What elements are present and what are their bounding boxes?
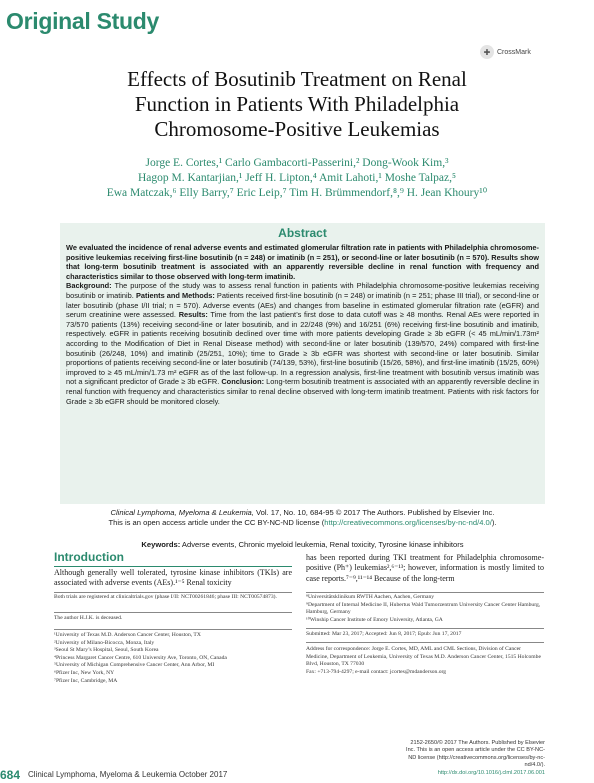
correspondence [306,646,544,676]
correspondence-address: Address for correspondence: Jorge E. Cortes, MD, AML and CML Sections, Division of Cancer Medicine, Department of Leukemia, University of Texas M.D. Anderson Cancer Center, 1515 Holcombe Blvd, Houston, TX 77030 [306,646,541,668]
license-prefix: This is an open access article under the CC BY-NC-ND license ( [108,518,325,527]
background-text: The purpose of the study was to assess renal function in patients with Philadelphia chromosome-positive leukemias receiving bosutinib or imatinib. [66,281,539,300]
page-number: 684 [0,768,21,782]
affiliation: ³Seoul St Mary’s Hospital, Seoul, South Korea [54,647,159,654]
keywords-label: Keywords: [141,540,181,549]
author-line: Ewa Matczak,⁶ Elly Barry,⁷ Eric Leip,⁷ Tim H. Brümmendorf,⁸,⁹ H. Jean Khoury¹⁰ [106,187,488,199]
citation-line [60,508,545,528]
title-line: Function in Patients With Philadelphia [134,92,460,116]
footnote-divider [306,628,544,629]
intro-heading: Introduction [54,550,124,564]
affiliations-right [306,594,544,624]
keywords [60,540,545,549]
running-footer: Clinical Lymphoma, Myeloma & Leukemia October 2017 [28,770,228,779]
affiliation: ²University of Milano-Bicocca, Monza, Italy [54,639,155,646]
doi-link[interactable]: http://dx.doi.org/10.1016/j.clml.2017.06.001 [437,769,545,776]
affiliations-left [54,632,292,685]
submission-dates: Submitted: Mar 23, 2017; Accepted: Jun 8, 2017; Epub: Jun 17, 2017 [306,631,462,637]
author-list [20,156,574,201]
conclusion-label: Conclusion: [221,377,265,387]
citation-details: Vol. 17, No. 10, 684-95 © 2017 The Authors. Published by Elsevier Inc. [253,508,495,517]
affiliation: ⁷Pfizer Inc, Cambridge, MA [54,677,118,684]
crossmark-badge[interactable] [480,42,542,62]
footnote-divider [54,629,292,630]
affiliation: ⁸Universitätsklinikum RWTH Aachen, Aachen, Germany [306,594,435,600]
footnote-divider [306,592,544,593]
crossmark-label: CrossMark [497,48,531,56]
abstract-heading: Abstract [278,226,327,240]
author-line: Jorge E. Cortes,¹ Carlo Gambacorti-Passerini,² Dong-Wook Kim,³ [145,157,449,169]
title-line: Effects of Bosutinib Treatment on Renal [127,67,467,91]
trial-registration: Both trials are registered at clinicaltrials.gov (phase I/II: NCT00261846; phase III: NCT00574873). [54,594,277,600]
affiliation: ⁵University of Michigan Comprehensive Cancer Center, Ann Arbor, MI [54,662,215,669]
methods-label: Patients and Methods: [135,290,215,300]
author-line: Hagop M. Kantarjian,¹ Jeff H. Lipton,⁴ Amit Lahoti,¹ Moshe Talpaz,⁵ [137,172,457,184]
affiliation: ¹⁰Winship Cancer Institute of Emory University, Atlanta, GA [306,616,443,623]
license-suffix: ). [491,518,497,527]
keywords-text: Adverse events, Chronic myeloid leukemia, Renal toxicity, Tyrosine kinase inhibitors [180,540,464,549]
copyright-text: 2152-2650/© 2017 The Authors. Published by Elsevier Inc. This is an open access article under the CC BY-NC-ND license (http://creativecommons.org/licenses/by-nc-nd/4.0/). [406,740,545,769]
title-line: Chromosome-Positive Leukemias [154,117,440,141]
intro-rule [54,566,292,567]
article-title [40,67,554,142]
abstract-body [66,243,539,406]
footnote-divider [54,612,292,613]
conclusion-text: Long-term bosutinib treatment is associated with an apparently reversible decline in renal function with frequency and characteristics similar to renal decline observed with long-term imatinib treatment. Patients with risk factors for Grade ≥ 3b eGFR should be monitored closely. [66,377,539,406]
correspondence-contact: Fax: +713-794-4297; e-mail contact: jcortes@mdanderson.org [306,668,447,675]
abstract-structured [66,281,539,406]
footnote-divider [54,592,292,593]
copyright-notice [405,740,545,777]
results-text: Time from the last patient’s first dose to data cutoff was ≥ 48 months. Renal AEs were reported in 73/570 patients (13%) receiving second-line or later bosutinib, and in 22/248 (9%) and 16/251 (6%) receiving first-line bosutinib and imatinib, respectively. eGFR in patients receiving bosutinib declined over time with more patients developing Grade ≥ 3b eGFR (< 45 mL/min/1.73m² according to the Modification of Diet in Renal Disease method) with second-line or later bosutinib (139/570, 24%) compared with first-line bosutinib (26/248, 10%) and imatinib (25/251, 10%); time to Grade ≥ 3b eGFR was shortest with second-line or later bosutinib. Similar proportions of patients receiving second-line or later bosutinib (74/139, 53%), first-line bosutinib (15/26, 58%), and first-line imatinib (15/25, 60%) improved to ≥ 45 mL/min/1.73 m² eGFR as of the last follow-up. In a regression analysis, first-line treatment with bosutinib versus imatinib was not a significant predictor of Grade ≥ 3b eGFR. [66,310,539,387]
citation-journal: Clinical Lymphoma, Myeloma & Leukemia, [110,508,254,517]
footnote-divider [306,642,544,643]
intro-col2: has been reported during TKI treatment for Philadelphia chromosome-positive (Ph⁺) leukemias²,⁶⁻¹³; however, information is mostly limited to case reports.⁷⁻⁹,¹¹⁻¹⁴ Because of the long-term [306,553,544,583]
deceased-note: The author H.J.K. is deceased. [54,615,123,621]
section-label: Original Study [6,8,159,34]
license-link[interactable]: http://creativecommons.org/licenses/by-nc-nd/4.0/ [324,518,492,527]
affiliation: ⁶Pfizer Inc, New York, NY [54,669,115,676]
results-label: Results: [178,310,208,320]
abstract-summary: We evaluated the incidence of renal adverse events and estimated glomerular filtration rate in patients with Philadelphia chromosome-positive leukemias receiving first-line bosutinib (n = 248) or imatinib (n = 251), or second-line or later bosutinib (n = 570). Results show that long-term bosutinib treatment is associated with an apparently reversible decline in renal function with frequency and characteristics similar to those observed with long-term imatinib. [66,243,539,281]
background-label: Background: [66,281,112,291]
crossmark-icon: ✚ [480,45,494,59]
affiliation: ¹University of Texas M.D. Anderson Cancer Center, Houston, TX [54,632,201,638]
affiliation: ⁴Princess Margaret Cancer Centre, 610 University Ave, Toronto, ON, Canada [54,654,227,661]
intro-col1: Although generally well tolerated, tyrosine kinase inhibitors (TKIs) are associated with adverse events (AEs).¹⁻⁵ Renal toxicity [54,568,292,588]
affiliation: ⁹Department of Internal Medicine II, Hubertus Wald Tumorzentrum University Cancer Center Hamburg, Hamburg, Germany [306,601,541,616]
methods-text: Patients received first-line bosutinib (n = 248) or imatinib (n = 251; phase III trial), or second-line or later bosutinib (phase I/II trial; n = 570). Adverse events (AEs) and changes from baseline in estimated glomerular filtration rate (eGFR) and serum creatinine were assessed. [66,290,539,320]
